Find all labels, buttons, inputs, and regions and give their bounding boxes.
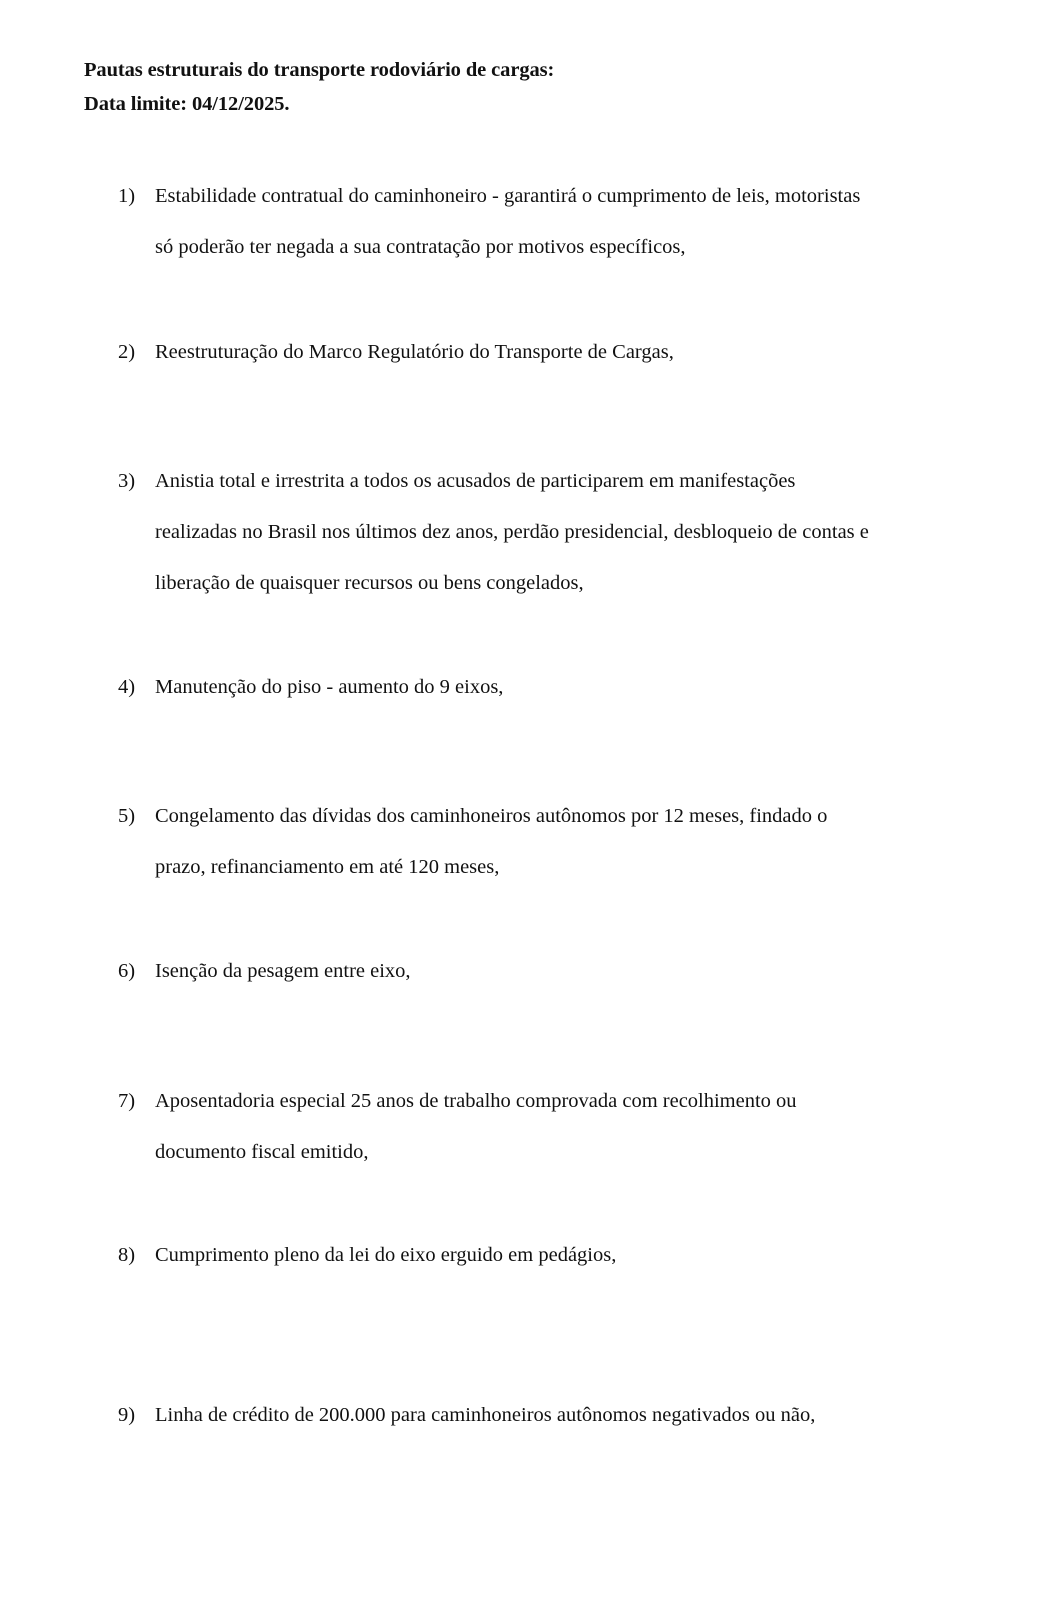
item-number: 3) xyxy=(118,470,136,492)
item-number: 5) xyxy=(118,805,136,827)
item-line: Estabilidade contratual do caminhoneiro - garantirá o cumprimento de leis, motoristas xyxy=(155,185,861,207)
item-line: realizadas no Brasil nos últimos dez anos, perdão presidencial, desbloqueio de contas e xyxy=(155,521,869,543)
item-text xyxy=(155,1390,945,1441)
item-line: Cumprimento pleno da lei do eixo erguido em pedágios, xyxy=(155,1244,617,1266)
list-item xyxy=(118,1390,948,1441)
item-number: 1) xyxy=(118,185,136,207)
item-number: 8) xyxy=(118,1244,136,1266)
list-item xyxy=(118,1076,948,1178)
item-number: 6) xyxy=(118,960,136,982)
item-text xyxy=(155,791,945,893)
list-item xyxy=(118,662,948,713)
item-text xyxy=(155,946,945,997)
item-text xyxy=(155,456,945,609)
item-number: 7) xyxy=(118,1090,136,1112)
item-line: Anistia total e irrestrita a todos os acusados de participarem em manifestações xyxy=(155,470,796,492)
list-item xyxy=(118,171,948,273)
item-text xyxy=(155,1076,945,1178)
document-title: Pautas estruturais do transporte rodoviário de cargas: xyxy=(84,59,555,81)
list-item xyxy=(118,1230,948,1281)
item-number: 2) xyxy=(118,341,136,363)
item-line: prazo, refinanciamento em até 120 meses, xyxy=(155,856,500,878)
item-text xyxy=(155,171,945,273)
deadline-label: Data limite: 04/12/2025. xyxy=(84,93,290,115)
document-heading xyxy=(84,53,554,121)
item-text xyxy=(155,1230,945,1281)
item-line: Congelamento das dívidas dos caminhoneiros autônomos por 12 meses, findado o xyxy=(155,805,828,827)
item-number: 4) xyxy=(118,676,136,698)
list-item xyxy=(118,327,948,378)
list-item xyxy=(118,946,948,997)
item-line: Linha de crédito de 200.000 para caminhoneiros autônomos negativados ou não, xyxy=(155,1404,816,1426)
item-line: liberação de quaisquer recursos ou bens congelados, xyxy=(155,572,584,594)
item-number: 9) xyxy=(118,1404,136,1426)
list-item xyxy=(118,791,948,893)
list-item xyxy=(118,456,948,609)
item-line: Reestruturação do Marco Regulatório do Transporte de Cargas, xyxy=(155,341,674,363)
item-line: Aposentadoria especial 25 anos de trabalho comprovada com recolhimento ou xyxy=(155,1090,797,1112)
item-line: documento fiscal emitido, xyxy=(155,1141,369,1163)
item-line: Isenção da pesagem entre eixo, xyxy=(155,960,411,982)
item-text xyxy=(155,327,945,378)
item-line: só poderão ter negada a sua contratação por motivos específicos, xyxy=(155,236,686,258)
item-line: Manutenção do piso - aumento do 9 eixos, xyxy=(155,676,504,698)
item-text xyxy=(155,662,945,713)
